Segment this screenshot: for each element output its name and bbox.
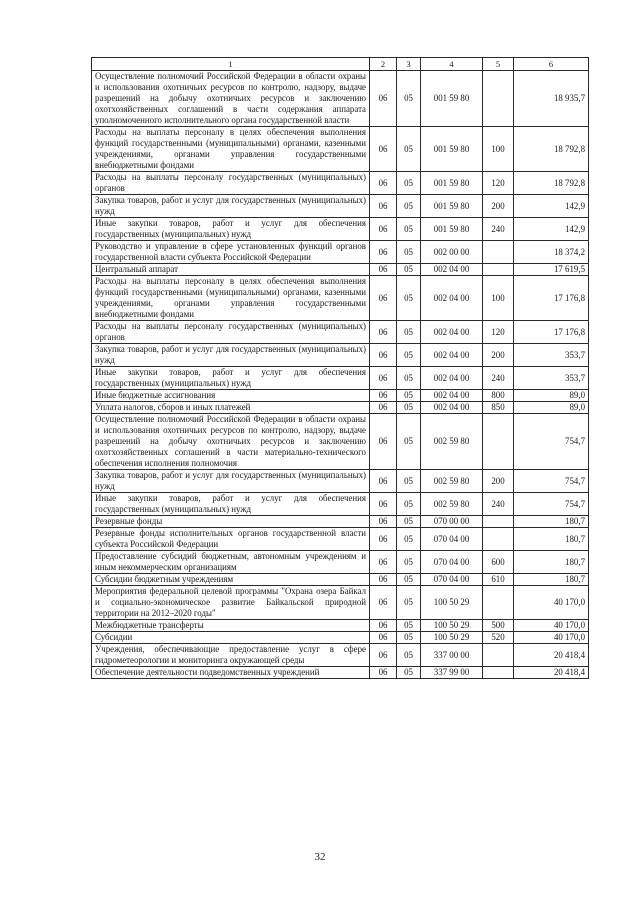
cell-subsection: 05 bbox=[397, 414, 421, 470]
cell-section: 06 bbox=[370, 667, 397, 679]
cell-expense-type: 500 bbox=[483, 620, 514, 632]
table-row bbox=[92, 414, 589, 470]
cell-target-article: 070 04 00 bbox=[421, 574, 483, 586]
cell-name: Резервные фонды исполнительных органов государственной власти субъекта Российской Федерации bbox=[92, 528, 370, 551]
table-row bbox=[92, 667, 589, 679]
cell-expense-type: 240 bbox=[483, 218, 514, 241]
table-row bbox=[92, 195, 589, 218]
cell-name: Расходы на выплаты персоналу в целях обеспечения выполнения функций государственными (муниципальными) органами, казенными учреждениями, органами управления государственными внебюджетными фондами bbox=[92, 127, 370, 172]
cell-amount: 40 170,0 bbox=[514, 632, 589, 644]
cell-subsection: 05 bbox=[397, 218, 421, 241]
table-row bbox=[92, 390, 589, 402]
table-row bbox=[92, 218, 589, 241]
cell-subsection: 05 bbox=[397, 516, 421, 528]
cell-name: Резервные фонды bbox=[92, 516, 370, 528]
cell-amount: 18 374,2 bbox=[514, 241, 589, 264]
cell-expense-type: 240 bbox=[483, 493, 514, 516]
cell-expense-type: 850 bbox=[483, 402, 514, 414]
cell-subsection: 05 bbox=[397, 586, 421, 620]
cell-subsection: 05 bbox=[397, 470, 421, 493]
cell-name: Расходы на выплаты персоналу государственных (муниципальных) органов bbox=[92, 321, 370, 344]
cell-expense-type: 800 bbox=[483, 390, 514, 402]
cell-subsection: 05 bbox=[397, 71, 421, 127]
cell-name: Расходы на выплаты персоналу в целях обеспечения выполнения функций государственными (муниципальными) органами, казенными учреждениями, органами управления государственными внебюджетными фондами bbox=[92, 276, 370, 321]
cell-name: Закупка товаров, работ и услуг для государственных (муниципальных) нужд bbox=[92, 195, 370, 218]
header-col-vr: 5 bbox=[483, 58, 514, 71]
cell-subsection: 05 bbox=[397, 390, 421, 402]
cell-name: Мероприятия федеральной целевой программы "Охрана озера Байкал и социально-экономическое развитие Байкальской природной территории на 2012–2020 годы" bbox=[92, 586, 370, 620]
cell-target-article: 100 50 29 bbox=[421, 586, 483, 620]
cell-target-article: 100 50 29 bbox=[421, 632, 483, 644]
cell-section: 06 bbox=[370, 390, 397, 402]
cell-subsection: 05 bbox=[397, 528, 421, 551]
header-col-prz: 3 bbox=[397, 58, 421, 71]
cell-amount: 89,0 bbox=[514, 402, 589, 414]
cell-target-article: 002 04 00 bbox=[421, 264, 483, 276]
cell-target-article: 070 04 00 bbox=[421, 528, 483, 551]
cell-amount: 142,9 bbox=[514, 195, 589, 218]
cell-amount: 754,7 bbox=[514, 470, 589, 493]
cell-section: 06 bbox=[370, 470, 397, 493]
cell-subsection: 05 bbox=[397, 644, 421, 667]
cell-subsection: 05 bbox=[397, 264, 421, 276]
cell-expense-type bbox=[483, 644, 514, 667]
cell-target-article: 001 59 80 bbox=[421, 172, 483, 195]
cell-amount: 20 418,4 bbox=[514, 644, 589, 667]
table-row bbox=[92, 402, 589, 414]
cell-subsection: 05 bbox=[397, 574, 421, 586]
cell-expense-type: 600 bbox=[483, 551, 514, 574]
cell-target-article: 002 04 00 bbox=[421, 276, 483, 321]
table-row bbox=[92, 493, 589, 516]
cell-name: Руководство и управление в сфере установленных функций органов государственной власти субъекта Российской Федерации bbox=[92, 241, 370, 264]
cell-expense-type bbox=[483, 264, 514, 276]
cell-name: Осуществление полномочий Российской Федерации в области охраны и использования охотничьих ресурсов по контролю, надзору, выдаче разрешений на добычу охотничьих ресурсов и заключению охотхозяйственных соглашений в части содержания аппарата уполномоченного исполнительного органа государственной власти bbox=[92, 71, 370, 127]
cell-expense-type: 100 bbox=[483, 127, 514, 172]
cell-name: Учреждения, обеспечивающие предоставление услуг в сфере гидрометеорологии и мониторинга окружающей среды bbox=[92, 644, 370, 667]
cell-amount: 353,7 bbox=[514, 367, 589, 390]
cell-subsection: 05 bbox=[397, 667, 421, 679]
cell-section: 06 bbox=[370, 644, 397, 667]
cell-expense-type: 240 bbox=[483, 367, 514, 390]
cell-name: Осуществление полномочий Российской Федерации в области охраны и использования охотничьих ресурсов по контролю, надзору, выдаче разрешений на добычу охотничьих ресурсов и заключению охотхозяйственных соглашений в части материально-технического обеспечения исполнения полномочия bbox=[92, 414, 370, 470]
cell-section: 06 bbox=[370, 172, 397, 195]
header-col-sum: 6 bbox=[514, 58, 589, 71]
cell-target-article: 002 59 80 bbox=[421, 493, 483, 516]
cell-section: 06 bbox=[370, 276, 397, 321]
cell-amount: 40 170,0 bbox=[514, 586, 589, 620]
cell-expense-type bbox=[483, 414, 514, 470]
cell-section: 06 bbox=[370, 493, 397, 516]
cell-target-article: 002 59 80 bbox=[421, 470, 483, 493]
cell-amount: 180,7 bbox=[514, 574, 589, 586]
cell-section: 06 bbox=[370, 551, 397, 574]
cell-subsection: 05 bbox=[397, 402, 421, 414]
cell-name: Иные закупки товаров, работ и услуг для обеспечения государственных (муниципальных) нужд bbox=[92, 218, 370, 241]
cell-amount: 18 792,8 bbox=[514, 172, 589, 195]
cell-expense-type: 610 bbox=[483, 574, 514, 586]
cell-target-article: 002 04 00 bbox=[421, 390, 483, 402]
cell-target-article: 002 04 00 bbox=[421, 367, 483, 390]
cell-name: Закупка товаров, работ и услуг для государственных (муниципальных) нужд bbox=[92, 344, 370, 367]
cell-subsection: 05 bbox=[397, 344, 421, 367]
cell-amount: 17 619,5 bbox=[514, 264, 589, 276]
cell-section: 06 bbox=[370, 620, 397, 632]
cell-amount: 180,7 bbox=[514, 551, 589, 574]
cell-expense-type bbox=[483, 241, 514, 264]
cell-name: Обеспечение деятельности подведомственных учреждений bbox=[92, 667, 370, 679]
cell-target-article: 002 04 00 bbox=[421, 321, 483, 344]
cell-target-article: 001 59 80 bbox=[421, 71, 483, 127]
table-row bbox=[92, 321, 589, 344]
cell-subsection: 05 bbox=[397, 367, 421, 390]
cell-name: Закупка товаров, работ и услуг для государственных (муниципальных) нужд bbox=[92, 470, 370, 493]
cell-amount: 142,9 bbox=[514, 218, 589, 241]
table-row bbox=[92, 172, 589, 195]
cell-section: 06 bbox=[370, 321, 397, 344]
cell-target-article: 070 04 00 bbox=[421, 551, 483, 574]
cell-expense-type bbox=[483, 71, 514, 127]
cell-section: 06 bbox=[370, 367, 397, 390]
cell-subsection: 05 bbox=[397, 172, 421, 195]
cell-section: 06 bbox=[370, 516, 397, 528]
cell-subsection: 05 bbox=[397, 321, 421, 344]
cell-expense-type: 120 bbox=[483, 321, 514, 344]
cell-expense-type: 200 bbox=[483, 470, 514, 493]
table-row bbox=[92, 470, 589, 493]
cell-target-article: 001 59 80 bbox=[421, 127, 483, 172]
table-row bbox=[92, 586, 589, 620]
table-row bbox=[92, 632, 589, 644]
cell-section: 06 bbox=[370, 264, 397, 276]
table-row bbox=[92, 528, 589, 551]
cell-expense-type: 520 bbox=[483, 632, 514, 644]
header-col-name: 1 bbox=[92, 58, 370, 71]
cell-expense-type: 200 bbox=[483, 195, 514, 218]
cell-section: 06 bbox=[370, 195, 397, 218]
cell-name: Уплата налогов, сборов и иных платежей bbox=[92, 402, 370, 414]
cell-subsection: 05 bbox=[397, 127, 421, 172]
table-row bbox=[92, 344, 589, 367]
table-row bbox=[92, 516, 589, 528]
cell-amount: 20 418,4 bbox=[514, 667, 589, 679]
header-col-csr: 4 bbox=[421, 58, 483, 71]
cell-subsection: 05 bbox=[397, 632, 421, 644]
cell-amount: 180,7 bbox=[514, 528, 589, 551]
table-row bbox=[92, 644, 589, 667]
cell-expense-type bbox=[483, 586, 514, 620]
cell-section: 06 bbox=[370, 344, 397, 367]
cell-amount: 754,7 bbox=[514, 414, 589, 470]
cell-section: 06 bbox=[370, 218, 397, 241]
cell-section: 06 bbox=[370, 574, 397, 586]
table-row bbox=[92, 241, 589, 264]
cell-amount: 18 935,7 bbox=[514, 71, 589, 127]
cell-target-article: 002 04 00 bbox=[421, 402, 483, 414]
cell-section: 06 bbox=[370, 414, 397, 470]
cell-section: 06 bbox=[370, 586, 397, 620]
cell-name: Иные закупки товаров, работ и услуг для обеспечения государственных (муниципальных) нужд bbox=[92, 493, 370, 516]
cell-amount: 89,0 bbox=[514, 390, 589, 402]
table-header-row bbox=[92, 58, 589, 71]
header-col-rz: 2 bbox=[370, 58, 397, 71]
cell-amount: 18 792,8 bbox=[514, 127, 589, 172]
cell-name: Межбюджетные трансферты bbox=[92, 620, 370, 632]
cell-target-article: 100 50 29 bbox=[421, 620, 483, 632]
cell-subsection: 05 bbox=[397, 241, 421, 264]
cell-expense-type: 100 bbox=[483, 276, 514, 321]
cell-target-article: 001 59 80 bbox=[421, 195, 483, 218]
cell-subsection: 05 bbox=[397, 276, 421, 321]
cell-target-article: 070 00 00 bbox=[421, 516, 483, 528]
cell-amount: 353,7 bbox=[514, 344, 589, 367]
budget-table bbox=[91, 57, 589, 679]
cell-amount: 17 176,8 bbox=[514, 276, 589, 321]
cell-section: 06 bbox=[370, 71, 397, 127]
cell-subsection: 05 bbox=[397, 493, 421, 516]
cell-target-article: 001 59 80 bbox=[421, 218, 483, 241]
table-row bbox=[92, 127, 589, 172]
cell-section: 06 bbox=[370, 632, 397, 644]
cell-target-article: 337 99 00 bbox=[421, 667, 483, 679]
cell-amount: 180,7 bbox=[514, 516, 589, 528]
table-row bbox=[92, 574, 589, 586]
cell-name: Субсидии bbox=[92, 632, 370, 644]
cell-section: 06 bbox=[370, 528, 397, 551]
cell-name: Иные закупки товаров, работ и услуг для обеспечения государственных (муниципальных) нужд bbox=[92, 367, 370, 390]
cell-subsection: 05 bbox=[397, 620, 421, 632]
cell-expense-type: 120 bbox=[483, 172, 514, 195]
page-number: 32 bbox=[314, 851, 326, 863]
table-row bbox=[92, 367, 589, 390]
cell-name: Иные бюджетные ассигнования bbox=[92, 390, 370, 402]
cell-expense-type bbox=[483, 528, 514, 551]
cell-target-article: 002 04 00 bbox=[421, 344, 483, 367]
cell-name: Расходы на выплаты персоналу государственных (муниципальных) органов bbox=[92, 172, 370, 195]
table-row bbox=[92, 620, 589, 632]
table-body bbox=[92, 71, 589, 679]
cell-amount: 17 176,8 bbox=[514, 321, 589, 344]
cell-section: 06 bbox=[370, 402, 397, 414]
cell-expense-type bbox=[483, 516, 514, 528]
cell-amount: 40 170,0 bbox=[514, 620, 589, 632]
cell-subsection: 05 bbox=[397, 195, 421, 218]
cell-subsection: 05 bbox=[397, 551, 421, 574]
cell-name: Центральный аппарат bbox=[92, 264, 370, 276]
table-row bbox=[92, 264, 589, 276]
cell-section: 06 bbox=[370, 241, 397, 264]
cell-target-article: 337 00 00 bbox=[421, 644, 483, 667]
cell-section: 06 bbox=[370, 127, 397, 172]
table-row bbox=[92, 551, 589, 574]
cell-name: Субсидии бюджетным учреждениям bbox=[92, 574, 370, 586]
cell-target-article: 002 59 80 bbox=[421, 414, 483, 470]
cell-target-article: 002 00 00 bbox=[421, 241, 483, 264]
cell-name: Предоставление субсидий бюджетным, автономным учреждениям и иным некоммерческим организациям bbox=[92, 551, 370, 574]
cell-expense-type: 200 bbox=[483, 344, 514, 367]
cell-expense-type bbox=[483, 667, 514, 679]
cell-amount: 754,7 bbox=[514, 493, 589, 516]
table-row bbox=[92, 276, 589, 321]
table-row bbox=[92, 71, 589, 127]
